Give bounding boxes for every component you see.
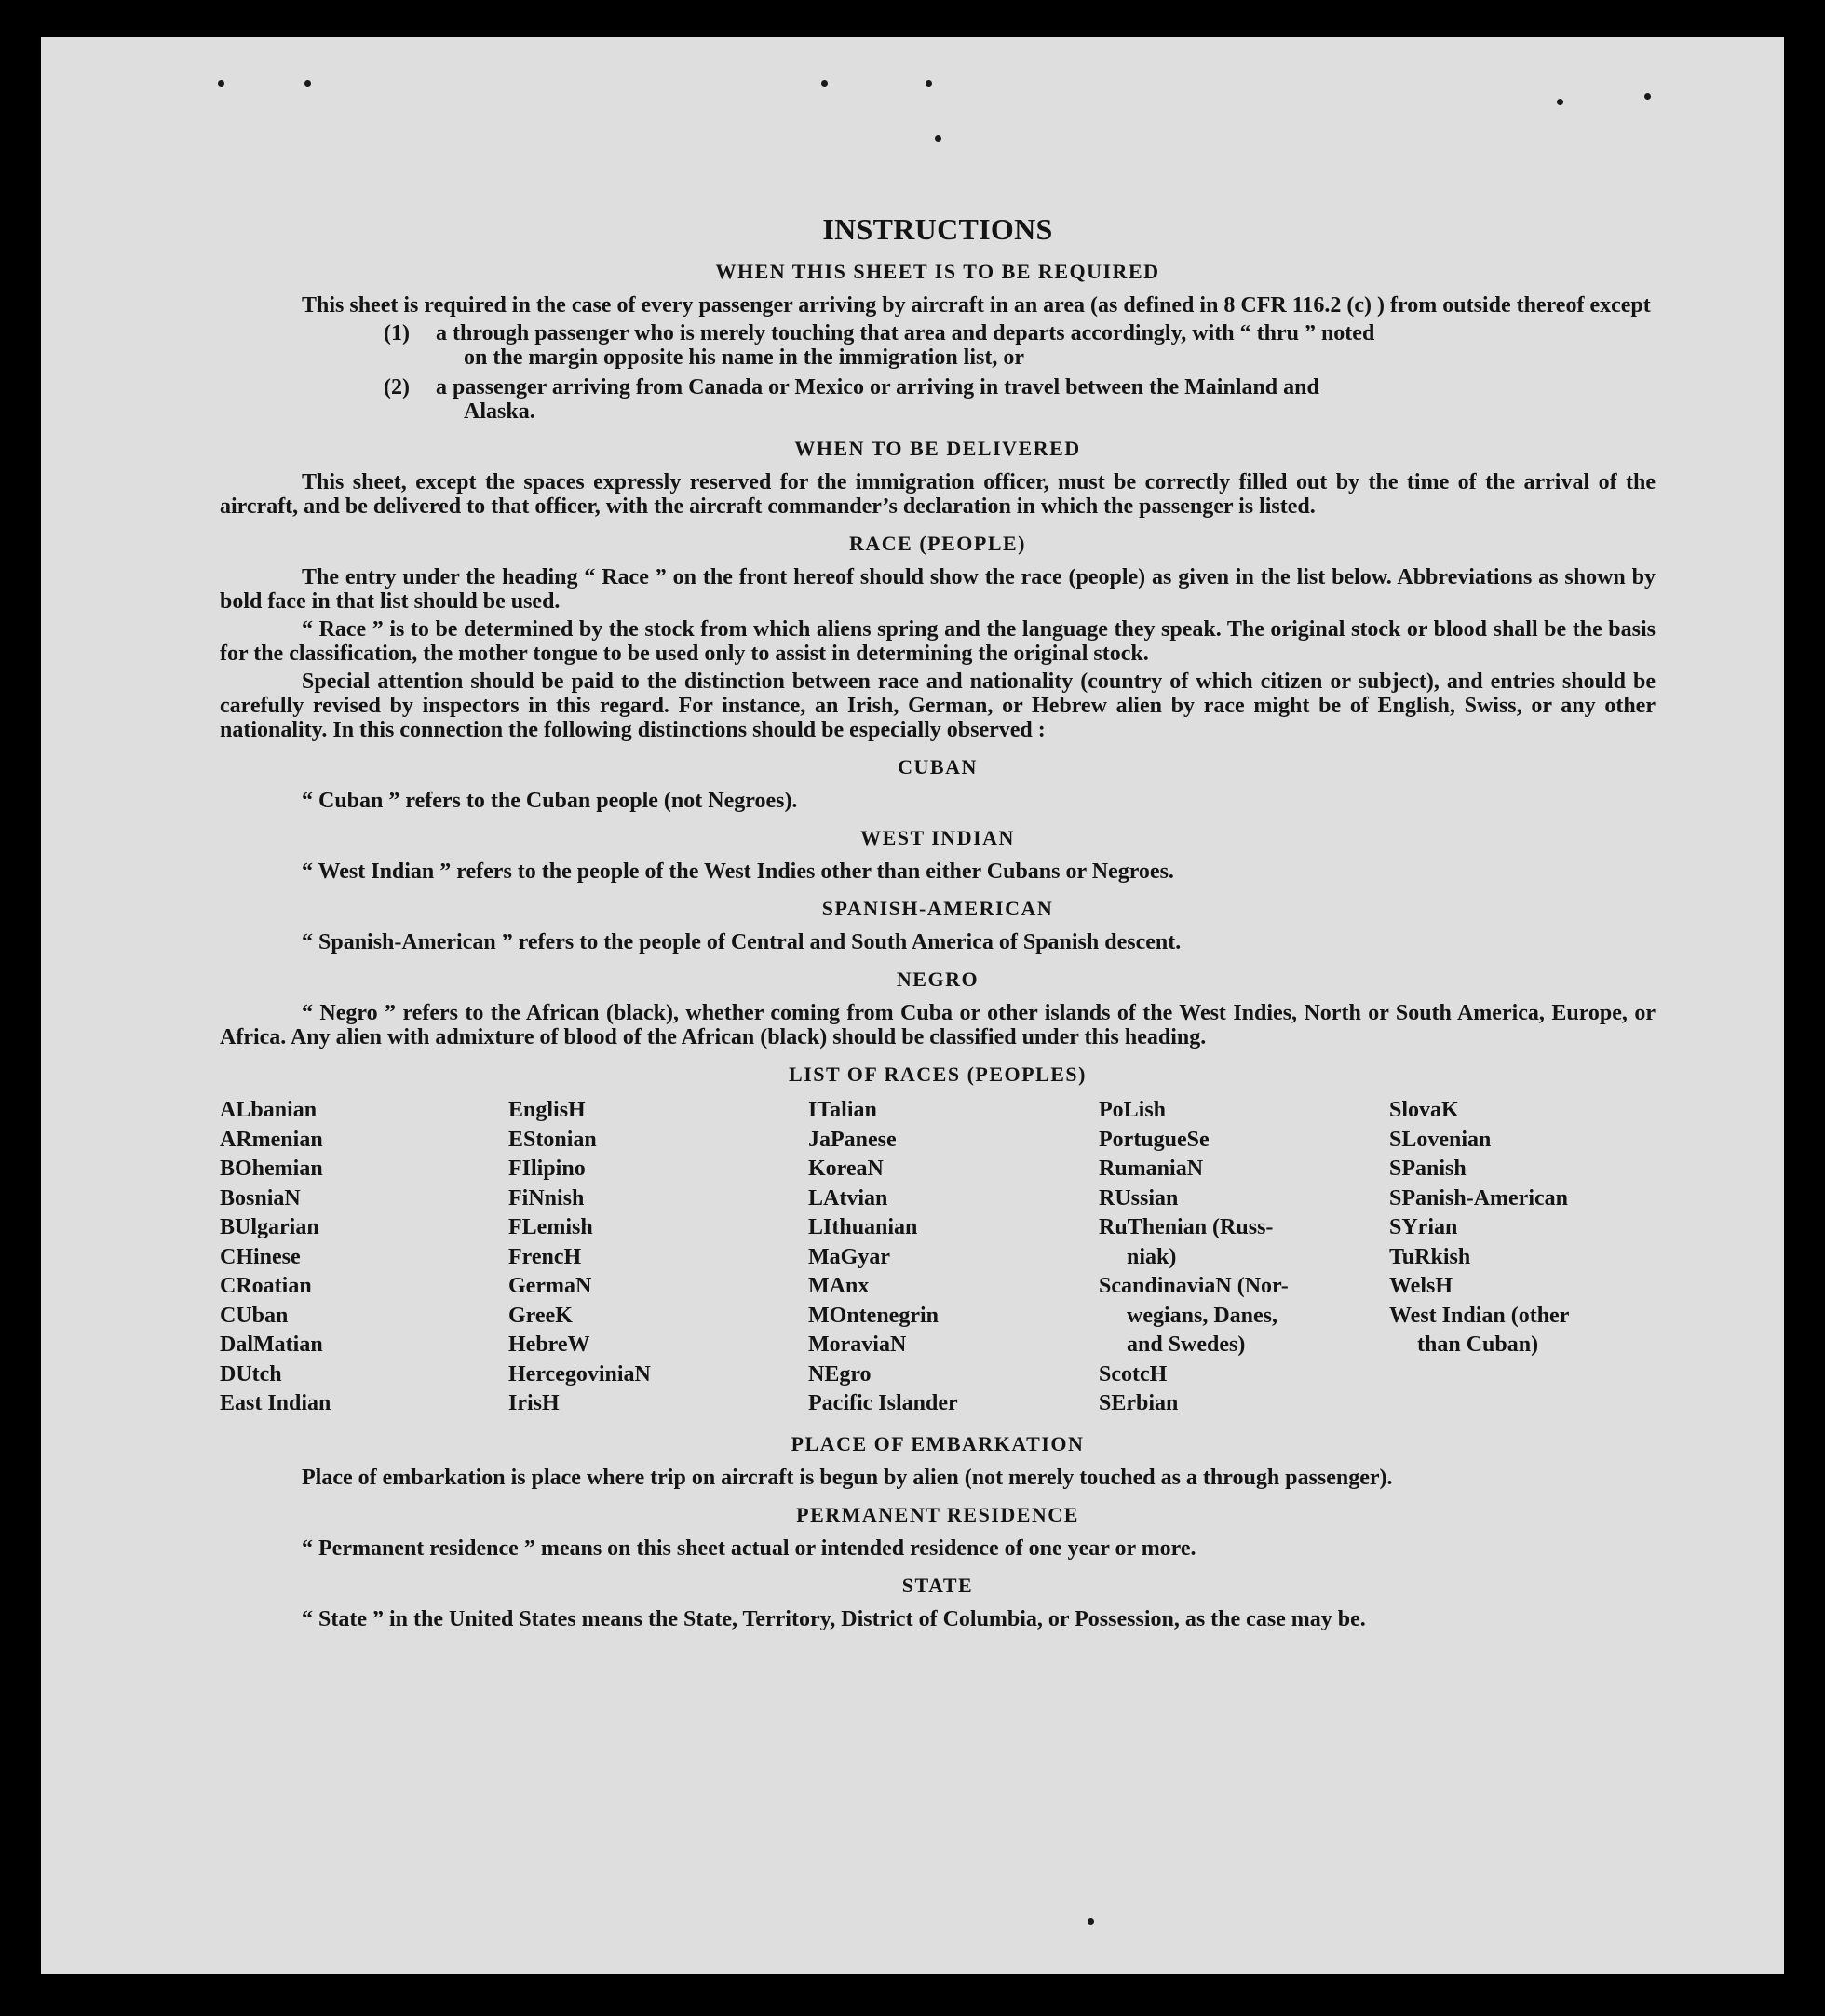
races-column [220, 1096, 508, 1419]
para-state: “ State ” in the United States means the State, Territory, District of Columbia, or Possession, as the case may be. [302, 1606, 1366, 1631]
punch-dot [1088, 1918, 1094, 1925]
race-entry: GermaN [508, 1274, 592, 1298]
race-entry: CHinese [220, 1244, 301, 1269]
exception-item-1 [384, 321, 1656, 370]
race-entry: HercegoviniaN [508, 1361, 651, 1387]
heading-embarkation: PLACE OF EMBARKATION [791, 1431, 1085, 1455]
race-entry: WelsH [1389, 1274, 1453, 1298]
punch-dot [1644, 93, 1651, 100]
race-entry-cont: and Swedes) [1127, 1333, 1246, 1357]
race-entry: EStonian [508, 1127, 597, 1152]
race-entry: FIlipino [508, 1157, 586, 1181]
para-race-2: “ Race ” is to be determined by the stock from which aliens spring and the language they speak. The original stock or blood shall be the basis for the classification, the mother tongue to be used only to assist in determining the original stock. [220, 617, 1656, 666]
heading-race: RACE (PEOPLE) [849, 532, 1026, 555]
heading-when-required: WHEN THIS SHEET IS TO BE REQUIRED [715, 260, 1160, 283]
race-entry: ARmenian [220, 1127, 323, 1152]
race-entry: DalMatian [220, 1333, 323, 1357]
race-entry: SPanish-American [1389, 1185, 1568, 1211]
race-entry: MaGyar [808, 1244, 890, 1269]
race-entry-cont: niak) [1127, 1244, 1177, 1269]
race-entry-cont: wegians, Danes, [1127, 1303, 1278, 1328]
race-entry: KoreaN [808, 1157, 884, 1181]
page-title: INSTRUCTIONS [822, 212, 1053, 246]
para-cuban: “ Cuban ” refers to the Cuban people (not Negroes). [302, 789, 798, 813]
race-entry: IrisH [508, 1391, 560, 1415]
heading-permanent-residence: PERMANENT RESIDENCE [796, 1502, 1079, 1526]
race-entry: ITalian [808, 1098, 877, 1122]
races-list [220, 1096, 1656, 1419]
race-entry: BosniaN [220, 1185, 301, 1211]
race-entry: PortugueSe [1099, 1127, 1210, 1152]
para-negro: “ Negro ” refers to the African (black), whether coming from Cuba or other islands of the West Indies, North or South America, Europe, or Africa. Any alien with admixture of blood of the African (black) should be classified under this heading. [220, 1001, 1656, 1049]
race-entry: SPanish [1389, 1157, 1467, 1181]
para-race-1: The entry under the heading “ Race ” on the front hereof should show the race (people) as given in the list below. Abbreviations as shown by bold face in that list should be used. [220, 565, 1656, 614]
item-text: a passenger arriving from Canada or Mexico or arriving in travel between the Mainland and [436, 375, 1319, 399]
races-column [1099, 1096, 1389, 1419]
heading-when-delivered: WHEN TO BE DELIVERED [794, 437, 1081, 460]
item-number: (1) [384, 321, 410, 345]
para-when-required: This sheet is required in the case of every passenger arriving by aircraft in an area (as defined in 8 CFR 116.2 (c) ) from outside thereof except [302, 293, 1651, 318]
races-column [1389, 1096, 1656, 1419]
item-text-cont: Alaska. [464, 399, 535, 424]
race-entry: SLovenian [1389, 1127, 1492, 1152]
race-entry: LAtvian [808, 1185, 888, 1211]
race-entry: ScandinaviaN (Nor- [1099, 1274, 1289, 1298]
heading-spanish-american: SPANISH-AMERICAN [821, 897, 1054, 920]
heading-west-indian: WEST INDIAN [860, 826, 1015, 849]
race-entry: CRoatian [220, 1274, 312, 1298]
para-permanent-residence: “ Permanent residence ” means on this sheet actual or intended residence of one year or more. [302, 1536, 1196, 1561]
races-column [508, 1096, 808, 1419]
exception-item-2 [384, 375, 1656, 424]
heading-state: STATE [901, 1573, 974, 1597]
punch-dot [935, 135, 941, 142]
races-column [808, 1096, 1099, 1419]
race-entry: MOntenegrin [808, 1303, 939, 1328]
punch-dot [304, 80, 311, 87]
item-text: a through passenger who is merely touching that area and departs accordingly, with “ thru ” noted [436, 321, 1375, 345]
race-entry: GreeK [508, 1303, 573, 1328]
race-entry: LIthuanian [808, 1215, 918, 1239]
race-entry: MoraviaN [808, 1333, 907, 1357]
punch-dot [926, 80, 932, 87]
instructions-content [220, 169, 1656, 1635]
race-entry: NEgro [808, 1361, 872, 1387]
race-entry: EnglisH [508, 1098, 586, 1122]
para-west-indian: “ West Indian ” refers to the people of the West Indies other than either Cubans or Negroes. [302, 859, 1174, 884]
para-when-delivered: This sheet, except the spaces expressly reserved for the immigration officer, must be correctly filled out by the time of the arrival of the aircraft, and be delivered to that officer, with the aircraft commander’s declaration in which the passenger is listed. [220, 470, 1656, 519]
para-spanish-american: “ Spanish-American ” refers to the people of Central and South America of Spanish descent. [302, 930, 1182, 954]
para-race-3: Special attention should be paid to the distinction between race and nationality (country of which citizen or subject), and entries should be carefully revised by inspectors in this regard. For instance, an Irish, German, or Hebrew alien by race might be of English, Swiss, or any other nationality. In this connection the following distinctions should be especially observed : [220, 670, 1656, 742]
race-entry: PoLish [1099, 1098, 1167, 1122]
race-entry: SErbian [1099, 1391, 1179, 1415]
race-entry: FrencH [508, 1244, 582, 1269]
race-entry: East Indian [220, 1391, 331, 1415]
punch-dot [821, 80, 828, 87]
race-entry: SYrian [1389, 1215, 1458, 1239]
item-number: (2) [384, 375, 410, 399]
race-entry-cont: than Cuban) [1417, 1333, 1539, 1357]
race-entry: HebreW [508, 1333, 590, 1357]
race-entry: RuThenian (Russ- [1099, 1215, 1274, 1239]
heading-negro: NEGRO [896, 967, 980, 991]
race-entry: FiNnish [508, 1185, 585, 1211]
race-entry: MAnx [808, 1274, 870, 1298]
race-entry: RumaniaN [1099, 1157, 1204, 1181]
race-entry: SlovaK [1389, 1098, 1459, 1122]
race-entry: FLemish [508, 1215, 593, 1239]
race-entry: CUban [220, 1303, 289, 1328]
punch-dot [218, 80, 224, 87]
para-embarkation: Place of embarkation is place where trip on aircraft is begun by alien (not merely touched as a through passenger). [302, 1465, 1393, 1490]
race-entry: DUtch [220, 1361, 282, 1387]
race-entry: BUlgarian [220, 1215, 319, 1239]
race-entry: RUssian [1099, 1185, 1179, 1211]
document-page [41, 37, 1784, 1974]
race-entry: West Indian (other [1389, 1303, 1570, 1328]
race-entry: ScotcH [1099, 1361, 1168, 1387]
heading-list-of-races: LIST OF RACES (PEOPLES) [789, 1062, 1087, 1086]
race-entry: JaPanese [808, 1127, 897, 1152]
race-entry: ALbanian [220, 1098, 318, 1122]
punch-dot [1557, 99, 1563, 105]
race-entry: TuRkish [1389, 1244, 1471, 1269]
race-entry: BOhemian [220, 1157, 323, 1181]
heading-cuban: CUBAN [898, 755, 978, 778]
item-text-cont: on the margin opposite his name in the immigration list, or [464, 345, 1025, 370]
race-entry: Pacific Islander [808, 1391, 958, 1415]
